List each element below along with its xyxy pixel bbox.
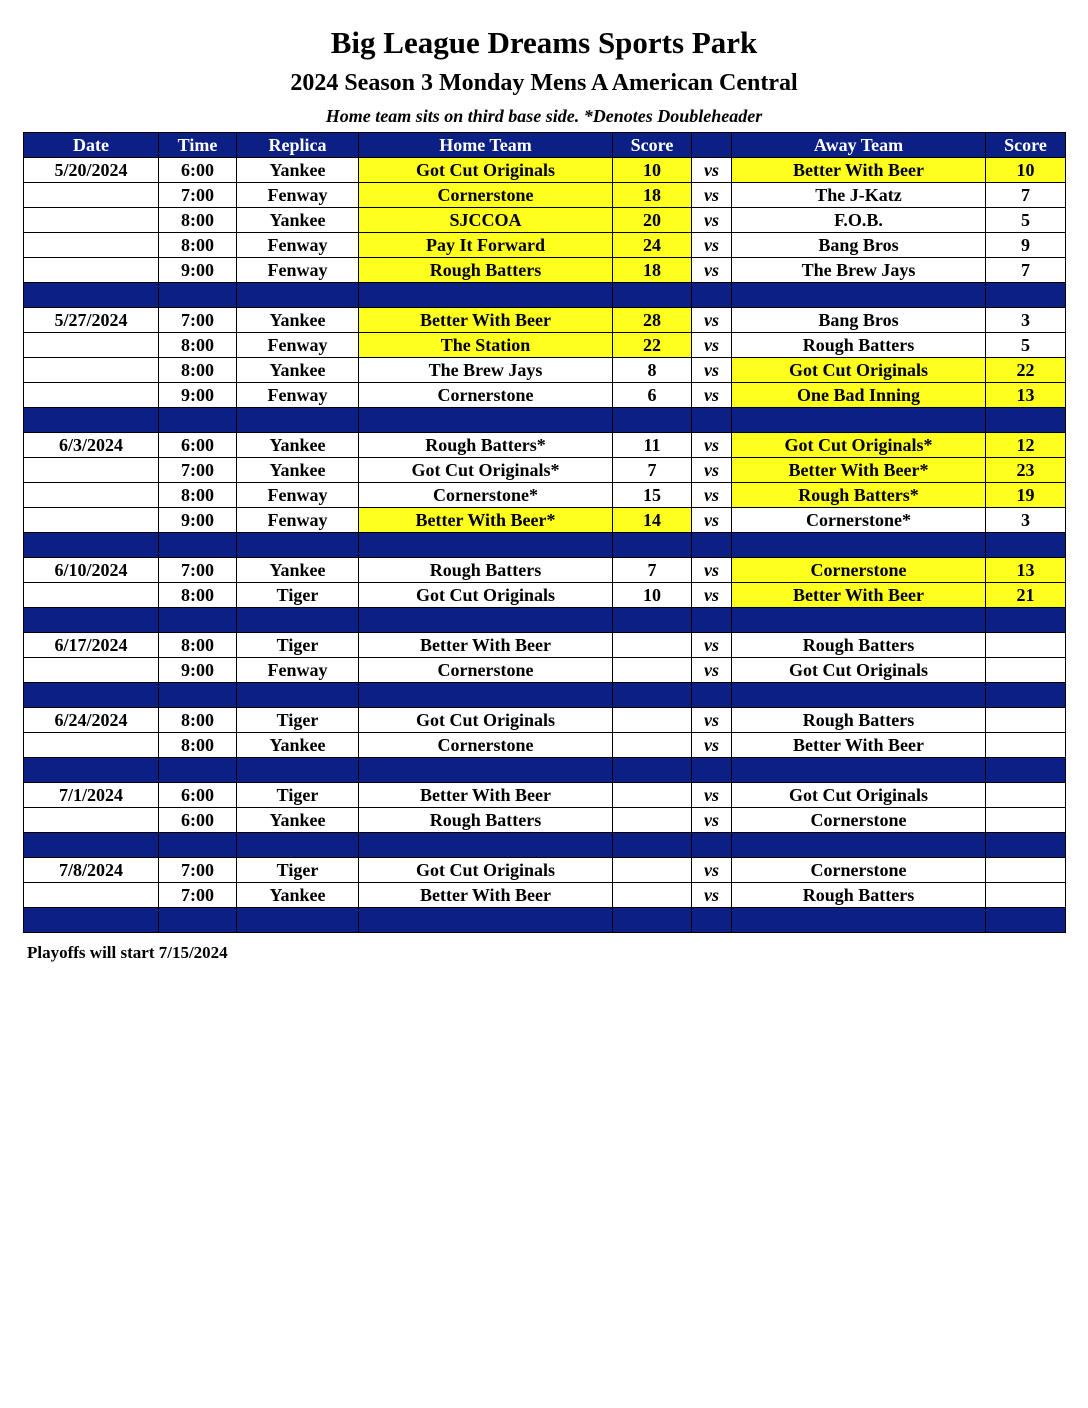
game-date	[24, 883, 159, 908]
separator-cell	[24, 408, 159, 433]
game-row	[24, 783, 1066, 808]
game-time: 7:00	[159, 458, 237, 483]
game-time: 8:00	[159, 583, 237, 608]
game-row	[24, 583, 1066, 608]
game-replica: Tiger	[237, 783, 359, 808]
game-date: 7/1/2024	[24, 783, 159, 808]
vs-label: vs	[692, 883, 732, 908]
away-team: F.O.B.	[732, 208, 986, 233]
separator-cell	[613, 283, 692, 308]
col-home-team-header: Home Team	[359, 133, 613, 158]
game-replica: Fenway	[237, 258, 359, 283]
vs-label: vs	[692, 233, 732, 258]
vs-label: vs	[692, 433, 732, 458]
vs-label: vs	[692, 383, 732, 408]
col-away-team-header: Away Team	[732, 133, 986, 158]
game-row	[24, 183, 1066, 208]
separator-cell	[692, 908, 732, 933]
game-row	[24, 358, 1066, 383]
game-time: 6:00	[159, 783, 237, 808]
col-away-score-header: Score	[986, 133, 1066, 158]
vs-label: vs	[692, 483, 732, 508]
game-row	[24, 158, 1066, 183]
separator-cell	[237, 283, 359, 308]
game-replica: Tiger	[237, 858, 359, 883]
home-team: Better With Beer	[359, 633, 613, 658]
away-score: 3	[986, 508, 1066, 533]
away-score: 5	[986, 333, 1066, 358]
home-score: 6	[613, 383, 692, 408]
separator-cell	[359, 283, 613, 308]
separator-cell	[732, 608, 986, 633]
game-date	[24, 583, 159, 608]
game-time: 7:00	[159, 183, 237, 208]
away-score: 12	[986, 433, 1066, 458]
week-separator-row	[24, 758, 1066, 783]
playoffs-note: Playoffs will start 7/15/2024	[27, 943, 228, 962]
game-replica: Yankee	[237, 883, 359, 908]
game-row	[24, 458, 1066, 483]
game-row	[24, 858, 1066, 883]
home-score	[613, 633, 692, 658]
separator-cell	[159, 408, 237, 433]
separator-cell	[159, 533, 237, 558]
col-home-score-header: Score	[613, 133, 692, 158]
vs-label: vs	[692, 208, 732, 233]
game-row	[24, 883, 1066, 908]
game-replica: Yankee	[237, 158, 359, 183]
separator-cell	[692, 833, 732, 858]
separator-cell	[692, 408, 732, 433]
separator-cell	[732, 683, 986, 708]
schedule-table	[23, 132, 1066, 933]
separator-cell	[613, 533, 692, 558]
week-separator-row	[24, 533, 1066, 558]
game-row	[24, 258, 1066, 283]
separator-cell	[237, 608, 359, 633]
away-team: Rough Batters	[732, 633, 986, 658]
away-team: One Bad Inning	[732, 383, 986, 408]
separator-cell	[732, 833, 986, 858]
separator-cell	[692, 283, 732, 308]
game-time: 7:00	[159, 883, 237, 908]
game-row	[24, 558, 1066, 583]
game-replica: Yankee	[237, 458, 359, 483]
home-team-note: Home team sits on third base side. *Denotes Doubleheader	[325, 106, 763, 126]
home-score: 28	[613, 308, 692, 333]
game-replica: Fenway	[237, 483, 359, 508]
vs-label: vs	[692, 783, 732, 808]
separator-cell	[24, 683, 159, 708]
separator-cell	[159, 908, 237, 933]
away-team: Better With Beer	[732, 733, 986, 758]
game-time: 6:00	[159, 808, 237, 833]
game-date: 5/20/2024	[24, 158, 159, 183]
away-team: Better With Beer*	[732, 458, 986, 483]
game-replica: Yankee	[237, 808, 359, 833]
home-score: 18	[613, 183, 692, 208]
game-time: 9:00	[159, 258, 237, 283]
game-replica: Fenway	[237, 233, 359, 258]
game-date	[24, 383, 159, 408]
separator-cell	[24, 908, 159, 933]
game-time: 8:00	[159, 358, 237, 383]
separator-cell	[237, 908, 359, 933]
home-team: The Station	[359, 333, 613, 358]
schedule-body	[24, 158, 1066, 933]
separator-cell	[732, 908, 986, 933]
game-date	[24, 508, 159, 533]
vs-label: vs	[692, 858, 732, 883]
separator-cell	[159, 758, 237, 783]
week-separator-row	[24, 408, 1066, 433]
separator-cell	[613, 408, 692, 433]
home-score: 24	[613, 233, 692, 258]
game-date	[24, 483, 159, 508]
home-score	[613, 658, 692, 683]
separator-cell	[613, 758, 692, 783]
home-team: The Brew Jays	[359, 358, 613, 383]
game-time: 6:00	[159, 158, 237, 183]
season-subtitle: 2024 Season 3 Monday Mens A American Central	[290, 70, 798, 96]
home-team: Cornerstone	[359, 658, 613, 683]
away-score: 7	[986, 183, 1066, 208]
home-score: 10	[613, 158, 692, 183]
game-replica: Fenway	[237, 508, 359, 533]
home-score: 7	[613, 558, 692, 583]
home-score: 22	[613, 333, 692, 358]
game-date	[24, 233, 159, 258]
away-score: 22	[986, 358, 1066, 383]
game-date: 6/3/2024	[24, 433, 159, 458]
game-row	[24, 483, 1066, 508]
away-team: Cornerstone	[732, 558, 986, 583]
away-team: Rough Batters*	[732, 483, 986, 508]
home-team: Better With Beer	[359, 883, 613, 908]
game-date: 5/27/2024	[24, 308, 159, 333]
separator-cell	[359, 608, 613, 633]
game-row	[24, 808, 1066, 833]
game-replica: Tiger	[237, 633, 359, 658]
separator-cell	[24, 283, 159, 308]
game-date	[24, 658, 159, 683]
vs-label: vs	[692, 458, 732, 483]
game-date	[24, 358, 159, 383]
vs-label: vs	[692, 258, 732, 283]
separator-cell	[986, 283, 1066, 308]
away-team: Got Cut Originals	[732, 358, 986, 383]
game-time: 8:00	[159, 233, 237, 258]
away-team: Got Cut Originals	[732, 658, 986, 683]
vs-label: vs	[692, 583, 732, 608]
week-separator-row	[24, 833, 1066, 858]
away-score	[986, 633, 1066, 658]
home-score: 11	[613, 433, 692, 458]
game-date	[24, 808, 159, 833]
col-time-header: Time	[159, 133, 237, 158]
game-replica: Yankee	[237, 308, 359, 333]
game-time: 8:00	[159, 208, 237, 233]
vs-label: vs	[692, 633, 732, 658]
game-replica: Fenway	[237, 658, 359, 683]
away-team: Got Cut Originals*	[732, 433, 986, 458]
separator-cell	[986, 408, 1066, 433]
game-row	[24, 508, 1066, 533]
away-score: 9	[986, 233, 1066, 258]
away-score: 19	[986, 483, 1066, 508]
game-time: 8:00	[159, 633, 237, 658]
home-score	[613, 858, 692, 883]
separator-cell	[24, 758, 159, 783]
game-time: 8:00	[159, 483, 237, 508]
game-time: 8:00	[159, 333, 237, 358]
away-team: Rough Batters	[732, 708, 986, 733]
game-date	[24, 333, 159, 358]
game-time: 8:00	[159, 708, 237, 733]
separator-cell	[732, 283, 986, 308]
separator-cell	[24, 608, 159, 633]
separator-cell	[359, 833, 613, 858]
home-team: Got Cut Originals	[359, 858, 613, 883]
home-team: Got Cut Originals	[359, 158, 613, 183]
away-score	[986, 708, 1066, 733]
away-score	[986, 883, 1066, 908]
away-team: The J-Katz	[732, 183, 986, 208]
game-date: 6/17/2024	[24, 633, 159, 658]
away-score	[986, 808, 1066, 833]
game-row	[24, 708, 1066, 733]
home-team: SJCCOA	[359, 208, 613, 233]
game-row	[24, 233, 1066, 258]
game-row	[24, 308, 1066, 333]
home-team: Got Cut Originals	[359, 583, 613, 608]
home-score	[613, 783, 692, 808]
home-score: 20	[613, 208, 692, 233]
away-score	[986, 858, 1066, 883]
away-score	[986, 733, 1066, 758]
game-replica: Fenway	[237, 383, 359, 408]
separator-cell	[692, 683, 732, 708]
game-row	[24, 333, 1066, 358]
game-date: 6/10/2024	[24, 558, 159, 583]
game-row	[24, 383, 1066, 408]
away-team: Cornerstone	[732, 808, 986, 833]
home-score	[613, 708, 692, 733]
separator-cell	[986, 908, 1066, 933]
week-separator-row	[24, 608, 1066, 633]
home-score: 7	[613, 458, 692, 483]
home-team: Pay It Forward	[359, 233, 613, 258]
separator-cell	[732, 408, 986, 433]
vs-label: vs	[692, 733, 732, 758]
home-team: Cornerstone	[359, 383, 613, 408]
home-team: Rough Batters	[359, 808, 613, 833]
separator-cell	[237, 533, 359, 558]
separator-cell	[732, 533, 986, 558]
separator-cell	[359, 533, 613, 558]
game-time: 7:00	[159, 558, 237, 583]
separator-cell	[237, 758, 359, 783]
home-team: Got Cut Originals	[359, 708, 613, 733]
separator-cell	[986, 533, 1066, 558]
home-team: Got Cut Originals*	[359, 458, 613, 483]
page-title: Big League Dreams Sports Park	[330, 25, 758, 60]
game-time: 9:00	[159, 508, 237, 533]
separator-cell	[692, 608, 732, 633]
game-time: 9:00	[159, 383, 237, 408]
separator-cell	[613, 608, 692, 633]
home-team: Better With Beer*	[359, 508, 613, 533]
game-replica: Yankee	[237, 208, 359, 233]
game-time: 6:00	[159, 433, 237, 458]
away-score	[986, 783, 1066, 808]
separator-cell	[692, 533, 732, 558]
away-team: Cornerstone	[732, 858, 986, 883]
away-score: 5	[986, 208, 1066, 233]
away-team: Bang Bros	[732, 308, 986, 333]
separator-cell	[359, 408, 613, 433]
separator-cell	[237, 833, 359, 858]
game-replica: Tiger	[237, 708, 359, 733]
vs-label: vs	[692, 708, 732, 733]
separator-cell	[732, 758, 986, 783]
separator-cell	[359, 683, 613, 708]
vs-label: vs	[692, 508, 732, 533]
col-replica-header: Replica	[237, 133, 359, 158]
separator-cell	[159, 833, 237, 858]
game-date	[24, 458, 159, 483]
game-time: 9:00	[159, 658, 237, 683]
vs-label: vs	[692, 183, 732, 208]
separator-cell	[359, 758, 613, 783]
away-score: 3	[986, 308, 1066, 333]
home-score: 14	[613, 508, 692, 533]
separator-cell	[24, 833, 159, 858]
away-team: Bang Bros	[732, 233, 986, 258]
home-team: Rough Batters	[359, 558, 613, 583]
home-score	[613, 808, 692, 833]
away-score: 13	[986, 558, 1066, 583]
game-date	[24, 183, 159, 208]
game-date: 6/24/2024	[24, 708, 159, 733]
vs-label: vs	[692, 333, 732, 358]
game-replica: Tiger	[237, 583, 359, 608]
game-replica: Yankee	[237, 358, 359, 383]
vs-label: vs	[692, 358, 732, 383]
away-score: 7	[986, 258, 1066, 283]
home-score: 10	[613, 583, 692, 608]
game-replica: Fenway	[237, 183, 359, 208]
game-time: 8:00	[159, 733, 237, 758]
game-date: 7/8/2024	[24, 858, 159, 883]
week-separator-row	[24, 683, 1066, 708]
home-score: 8	[613, 358, 692, 383]
away-score: 23	[986, 458, 1066, 483]
separator-cell	[986, 758, 1066, 783]
separator-cell	[986, 833, 1066, 858]
home-score	[613, 733, 692, 758]
separator-cell	[159, 683, 237, 708]
separator-cell	[237, 683, 359, 708]
separator-cell	[159, 283, 237, 308]
separator-cell	[986, 608, 1066, 633]
home-team: Rough Batters	[359, 258, 613, 283]
game-date	[24, 208, 159, 233]
game-replica: Yankee	[237, 733, 359, 758]
separator-cell	[237, 408, 359, 433]
separator-cell	[613, 833, 692, 858]
game-row	[24, 733, 1066, 758]
away-team: Rough Batters	[732, 333, 986, 358]
home-team: Rough Batters*	[359, 433, 613, 458]
away-team: Better With Beer	[732, 583, 986, 608]
game-row	[24, 658, 1066, 683]
game-row	[24, 208, 1066, 233]
home-team: Cornerstone	[359, 733, 613, 758]
col-date-header: Date	[24, 133, 159, 158]
home-score: 18	[613, 258, 692, 283]
separator-cell	[159, 608, 237, 633]
game-replica: Fenway	[237, 333, 359, 358]
game-replica: Yankee	[237, 433, 359, 458]
vs-label: vs	[692, 308, 732, 333]
vs-label: vs	[692, 158, 732, 183]
away-score	[986, 658, 1066, 683]
away-team: Got Cut Originals	[732, 783, 986, 808]
separator-cell	[692, 758, 732, 783]
away-score: 10	[986, 158, 1066, 183]
game-row	[24, 433, 1066, 458]
away-team: Better With Beer	[732, 158, 986, 183]
game-time: 7:00	[159, 858, 237, 883]
game-date	[24, 258, 159, 283]
vs-label: vs	[692, 558, 732, 583]
game-date	[24, 733, 159, 758]
separator-cell	[359, 908, 613, 933]
away-score: 21	[986, 583, 1066, 608]
vs-label: vs	[692, 658, 732, 683]
week-separator-row	[24, 283, 1066, 308]
home-score	[613, 883, 692, 908]
away-score: 13	[986, 383, 1066, 408]
game-time: 7:00	[159, 308, 237, 333]
vs-label: vs	[692, 808, 732, 833]
header-row	[24, 133, 1066, 158]
week-separator-row	[24, 908, 1066, 933]
home-score: 15	[613, 483, 692, 508]
away-team: The Brew Jays	[732, 258, 986, 283]
home-team: Better With Beer	[359, 783, 613, 808]
separator-cell	[613, 908, 692, 933]
home-team: Cornerstone	[359, 183, 613, 208]
home-team: Cornerstone*	[359, 483, 613, 508]
game-row	[24, 633, 1066, 658]
game-replica: Yankee	[237, 558, 359, 583]
home-team: Better With Beer	[359, 308, 613, 333]
away-team: Cornerstone*	[732, 508, 986, 533]
col-vs-header	[692, 133, 732, 158]
away-team: Rough Batters	[732, 883, 986, 908]
separator-cell	[24, 533, 159, 558]
separator-cell	[986, 683, 1066, 708]
separator-cell	[613, 683, 692, 708]
